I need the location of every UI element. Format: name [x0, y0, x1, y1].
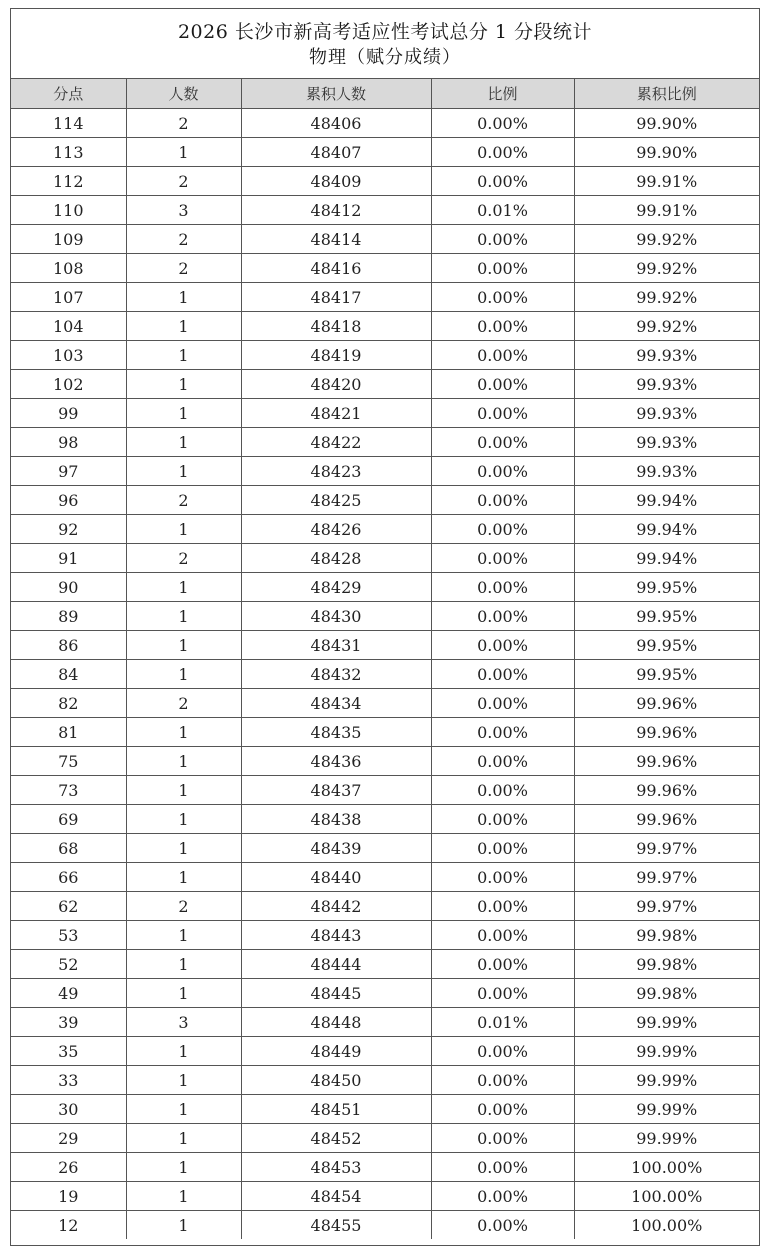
cell-cumulative-count: 48445 — [241, 979, 431, 1008]
cell-count: 1 — [126, 515, 241, 544]
cell-ratio: 0.00% — [431, 1182, 574, 1211]
cell-count: 1 — [126, 834, 241, 863]
cell-cumulative-ratio: 99.99% — [574, 1095, 759, 1124]
cell-count: 1 — [126, 921, 241, 950]
cell-cumulative-ratio: 99.90% — [574, 109, 759, 138]
table-row — [11, 718, 759, 747]
cell-cumulative-count: 48439 — [241, 834, 431, 863]
cell-ratio: 0.00% — [431, 602, 574, 631]
cell-cumulative-ratio: 100.00% — [574, 1182, 759, 1211]
cell-ratio: 0.00% — [431, 544, 574, 573]
cell-cumulative-ratio: 99.98% — [574, 921, 759, 950]
cell-ratio: 0.00% — [431, 1037, 574, 1066]
cell-ratio: 0.00% — [431, 718, 574, 747]
table-row — [11, 1008, 759, 1037]
cell-count: 1 — [126, 1182, 241, 1211]
header-row — [11, 79, 759, 109]
cell-score: 12 — [11, 1211, 126, 1240]
cell-ratio: 0.00% — [431, 341, 574, 370]
cell-ratio: 0.00% — [431, 138, 574, 167]
cell-score: 97 — [11, 457, 126, 486]
cell-score: 30 — [11, 1095, 126, 1124]
cell-cumulative-count: 48425 — [241, 486, 431, 515]
cell-score: 112 — [11, 167, 126, 196]
cell-ratio: 0.00% — [431, 515, 574, 544]
cell-count: 2 — [126, 689, 241, 718]
cell-cumulative-ratio: 99.92% — [574, 254, 759, 283]
cell-score: 89 — [11, 602, 126, 631]
table-row — [11, 1037, 759, 1066]
table-row — [11, 747, 759, 776]
table-row — [11, 805, 759, 834]
cell-cumulative-ratio: 99.92% — [574, 283, 759, 312]
cell-score: 73 — [11, 776, 126, 805]
table-row — [11, 515, 759, 544]
cell-cumulative-ratio: 99.93% — [574, 428, 759, 457]
table-row — [11, 834, 759, 863]
table-row — [11, 602, 759, 631]
cell-count: 1 — [126, 979, 241, 1008]
cell-ratio: 0.00% — [431, 370, 574, 399]
table-row — [11, 341, 759, 370]
header-cumulative-ratio: 累积比例 — [574, 79, 759, 109]
cell-cumulative-count: 48429 — [241, 573, 431, 602]
table-row — [11, 1066, 759, 1095]
cell-cumulative-count: 48416 — [241, 254, 431, 283]
cell-ratio: 0.00% — [431, 1095, 574, 1124]
cell-cumulative-count: 48406 — [241, 109, 431, 138]
table-row — [11, 689, 759, 718]
cell-cumulative-count: 48426 — [241, 515, 431, 544]
cell-score: 109 — [11, 225, 126, 254]
cell-cumulative-ratio: 99.96% — [574, 718, 759, 747]
cell-ratio: 0.00% — [431, 660, 574, 689]
cell-count: 1 — [126, 1153, 241, 1182]
cell-cumulative-count: 48432 — [241, 660, 431, 689]
cell-cumulative-ratio: 99.99% — [574, 1037, 759, 1066]
cell-cumulative-count: 48417 — [241, 283, 431, 312]
cell-cumulative-ratio: 99.96% — [574, 805, 759, 834]
title-block — [11, 9, 759, 79]
cell-ratio: 0.00% — [431, 805, 574, 834]
table-row — [11, 1095, 759, 1124]
cell-count: 1 — [126, 1095, 241, 1124]
cell-score: 108 — [11, 254, 126, 283]
cell-cumulative-count: 48442 — [241, 892, 431, 921]
cell-score: 49 — [11, 979, 126, 1008]
table-row — [11, 1182, 759, 1211]
table-row — [11, 1124, 759, 1153]
table-row — [11, 138, 759, 167]
cell-score: 29 — [11, 1124, 126, 1153]
score-table — [11, 79, 759, 1239]
document-title: 2026 长沙市新高考适应性考试总分 1 分段统计 — [177, 21, 593, 43]
cell-count: 1 — [126, 399, 241, 428]
table-row — [11, 892, 759, 921]
cell-cumulative-count: 48414 — [241, 225, 431, 254]
cell-count: 2 — [126, 109, 241, 138]
table-row — [11, 631, 759, 660]
table-row — [11, 399, 759, 428]
cell-cumulative-count: 48454 — [241, 1182, 431, 1211]
cell-ratio: 0.00% — [431, 892, 574, 921]
cell-count: 1 — [126, 631, 241, 660]
cell-ratio: 0.00% — [431, 689, 574, 718]
cell-count: 1 — [126, 747, 241, 776]
cell-cumulative-ratio: 99.93% — [574, 457, 759, 486]
header-score: 分点 — [11, 79, 126, 109]
table-row — [11, 950, 759, 979]
header-cumulative-count: 累积人数 — [241, 79, 431, 109]
cell-count: 1 — [126, 950, 241, 979]
cell-cumulative-ratio: 99.96% — [574, 747, 759, 776]
cell-cumulative-count: 48412 — [241, 196, 431, 225]
cell-ratio: 0.00% — [431, 950, 574, 979]
cell-ratio: 0.00% — [431, 399, 574, 428]
cell-cumulative-ratio: 99.92% — [574, 312, 759, 341]
cell-cumulative-ratio: 100.00% — [574, 1153, 759, 1182]
cell-count: 1 — [126, 805, 241, 834]
cell-cumulative-ratio: 99.96% — [574, 776, 759, 805]
cell-cumulative-ratio: 99.98% — [574, 950, 759, 979]
cell-cumulative-ratio: 99.96% — [574, 689, 759, 718]
document-subtitle: 物理（赋分成绩） — [309, 47, 461, 68]
cell-score: 26 — [11, 1153, 126, 1182]
cell-cumulative-count: 48418 — [241, 312, 431, 341]
cell-cumulative-ratio: 99.93% — [574, 370, 759, 399]
cell-score: 62 — [11, 892, 126, 921]
cell-cumulative-count: 48422 — [241, 428, 431, 457]
cell-score: 103 — [11, 341, 126, 370]
cell-ratio: 0.00% — [431, 979, 574, 1008]
cell-count: 1 — [126, 1124, 241, 1153]
cell-cumulative-count: 48450 — [241, 1066, 431, 1095]
cell-score: 90 — [11, 573, 126, 602]
cell-ratio: 0.00% — [431, 109, 574, 138]
table-body — [11, 109, 759, 1240]
table-row — [11, 428, 759, 457]
cell-ratio: 0.00% — [431, 312, 574, 341]
cell-cumulative-count: 48449 — [241, 1037, 431, 1066]
table-row — [11, 109, 759, 138]
cell-count: 3 — [126, 196, 241, 225]
cell-count: 1 — [126, 341, 241, 370]
cell-cumulative-ratio: 99.94% — [574, 544, 759, 573]
cell-count: 1 — [126, 457, 241, 486]
cell-score: 86 — [11, 631, 126, 660]
table-row — [11, 573, 759, 602]
cell-score: 68 — [11, 834, 126, 863]
cell-count: 1 — [126, 312, 241, 341]
cell-ratio: 0.01% — [431, 1008, 574, 1037]
cell-count: 1 — [126, 1211, 241, 1240]
table-row — [11, 312, 759, 341]
cell-count: 2 — [126, 225, 241, 254]
cell-score: 35 — [11, 1037, 126, 1066]
table-row — [11, 1211, 759, 1240]
cell-cumulative-count: 48451 — [241, 1095, 431, 1124]
cell-cumulative-ratio: 99.98% — [574, 979, 759, 1008]
table-row — [11, 776, 759, 805]
cell-cumulative-count: 48437 — [241, 776, 431, 805]
cell-score: 69 — [11, 805, 126, 834]
cell-count: 1 — [126, 283, 241, 312]
cell-ratio: 0.00% — [431, 1066, 574, 1095]
cell-cumulative-ratio: 99.97% — [574, 863, 759, 892]
cell-count: 2 — [126, 486, 241, 515]
table-row — [11, 1153, 759, 1182]
cell-cumulative-count: 48420 — [241, 370, 431, 399]
cell-score: 39 — [11, 1008, 126, 1037]
cell-count: 2 — [126, 254, 241, 283]
cell-ratio: 0.00% — [431, 631, 574, 660]
cell-cumulative-count: 48436 — [241, 747, 431, 776]
cell-cumulative-ratio: 99.99% — [574, 1124, 759, 1153]
cell-score: 107 — [11, 283, 126, 312]
cell-count: 1 — [126, 370, 241, 399]
table-row — [11, 921, 759, 950]
cell-cumulative-ratio: 99.90% — [574, 138, 759, 167]
cell-ratio: 0.00% — [431, 1211, 574, 1240]
cell-cumulative-ratio: 99.91% — [574, 196, 759, 225]
cell-ratio: 0.01% — [431, 196, 574, 225]
cell-cumulative-ratio: 99.95% — [574, 631, 759, 660]
cell-cumulative-count: 48428 — [241, 544, 431, 573]
cell-cumulative-ratio: 99.95% — [574, 660, 759, 689]
cell-score: 114 — [11, 109, 126, 138]
cell-cumulative-ratio: 99.93% — [574, 399, 759, 428]
cell-score: 92 — [11, 515, 126, 544]
table-row — [11, 167, 759, 196]
header-count: 人数 — [126, 79, 241, 109]
cell-count: 1 — [126, 863, 241, 892]
cell-count: 2 — [126, 544, 241, 573]
cell-cumulative-count: 48448 — [241, 1008, 431, 1037]
cell-score: 66 — [11, 863, 126, 892]
cell-score: 19 — [11, 1182, 126, 1211]
cell-ratio: 0.00% — [431, 486, 574, 515]
cell-cumulative-count: 48440 — [241, 863, 431, 892]
table-row — [11, 660, 759, 689]
cell-score: 33 — [11, 1066, 126, 1095]
cell-cumulative-ratio: 99.93% — [574, 341, 759, 370]
table-row — [11, 863, 759, 892]
table-header — [11, 79, 759, 109]
score-distribution-sheet — [10, 8, 760, 1246]
table-row — [11, 225, 759, 254]
cell-cumulative-count: 48419 — [241, 341, 431, 370]
cell-ratio: 0.00% — [431, 834, 574, 863]
cell-cumulative-count: 48455 — [241, 1211, 431, 1240]
cell-count: 1 — [126, 776, 241, 805]
table-row — [11, 283, 759, 312]
cell-cumulative-count: 48452 — [241, 1124, 431, 1153]
cell-cumulative-count: 48423 — [241, 457, 431, 486]
cell-ratio: 0.00% — [431, 254, 574, 283]
cell-cumulative-ratio: 99.91% — [574, 167, 759, 196]
cell-cumulative-ratio: 100.00% — [574, 1211, 759, 1240]
cell-cumulative-count: 48435 — [241, 718, 431, 747]
cell-cumulative-ratio: 99.95% — [574, 573, 759, 602]
table-row — [11, 254, 759, 283]
cell-score: 82 — [11, 689, 126, 718]
cell-cumulative-count: 48438 — [241, 805, 431, 834]
cell-ratio: 0.00% — [431, 1124, 574, 1153]
table-row — [11, 370, 759, 399]
cell-cumulative-ratio: 99.99% — [574, 1066, 759, 1095]
cell-score: 99 — [11, 399, 126, 428]
cell-ratio: 0.00% — [431, 167, 574, 196]
cell-score: 91 — [11, 544, 126, 573]
cell-score: 104 — [11, 312, 126, 341]
cell-count: 1 — [126, 1037, 241, 1066]
cell-score: 75 — [11, 747, 126, 776]
cell-cumulative-ratio: 99.94% — [574, 515, 759, 544]
cell-count: 3 — [126, 1008, 241, 1037]
cell-cumulative-count: 48409 — [241, 167, 431, 196]
cell-cumulative-count: 48453 — [241, 1153, 431, 1182]
cell-cumulative-ratio: 99.95% — [574, 602, 759, 631]
cell-count: 1 — [126, 428, 241, 457]
cell-ratio: 0.00% — [431, 863, 574, 892]
table-row — [11, 486, 759, 515]
cell-count: 1 — [126, 718, 241, 747]
cell-cumulative-count: 48421 — [241, 399, 431, 428]
cell-count: 1 — [126, 138, 241, 167]
cell-count: 2 — [126, 167, 241, 196]
cell-cumulative-ratio: 99.92% — [574, 225, 759, 254]
cell-score: 84 — [11, 660, 126, 689]
cell-score: 81 — [11, 718, 126, 747]
cell-cumulative-count: 48407 — [241, 138, 431, 167]
cell-score: 52 — [11, 950, 126, 979]
cell-score: 113 — [11, 138, 126, 167]
cell-cumulative-count: 48430 — [241, 602, 431, 631]
cell-cumulative-count: 48444 — [241, 950, 431, 979]
cell-ratio: 0.00% — [431, 283, 574, 312]
cell-ratio: 0.00% — [431, 921, 574, 950]
cell-score: 96 — [11, 486, 126, 515]
cell-cumulative-count: 48434 — [241, 689, 431, 718]
cell-ratio: 0.00% — [431, 225, 574, 254]
cell-count: 2 — [126, 892, 241, 921]
cell-ratio: 0.00% — [431, 776, 574, 805]
cell-ratio: 0.00% — [431, 573, 574, 602]
cell-score: 53 — [11, 921, 126, 950]
cell-cumulative-ratio: 99.94% — [574, 486, 759, 515]
table-row — [11, 544, 759, 573]
cell-ratio: 0.00% — [431, 1153, 574, 1182]
cell-count: 1 — [126, 602, 241, 631]
cell-cumulative-count: 48443 — [241, 921, 431, 950]
header-ratio: 比例 — [431, 79, 574, 109]
cell-cumulative-count: 48431 — [241, 631, 431, 660]
table-row — [11, 457, 759, 486]
cell-score: 98 — [11, 428, 126, 457]
table-row — [11, 196, 759, 225]
cell-cumulative-ratio: 99.97% — [574, 834, 759, 863]
cell-ratio: 0.00% — [431, 457, 574, 486]
cell-cumulative-ratio: 99.99% — [574, 1008, 759, 1037]
table-row — [11, 979, 759, 1008]
cell-ratio: 0.00% — [431, 747, 574, 776]
cell-score: 102 — [11, 370, 126, 399]
cell-score: 110 — [11, 196, 126, 225]
cell-count: 1 — [126, 573, 241, 602]
cell-count: 1 — [126, 660, 241, 689]
cell-ratio: 0.00% — [431, 428, 574, 457]
cell-cumulative-ratio: 99.97% — [574, 892, 759, 921]
cell-count: 1 — [126, 1066, 241, 1095]
